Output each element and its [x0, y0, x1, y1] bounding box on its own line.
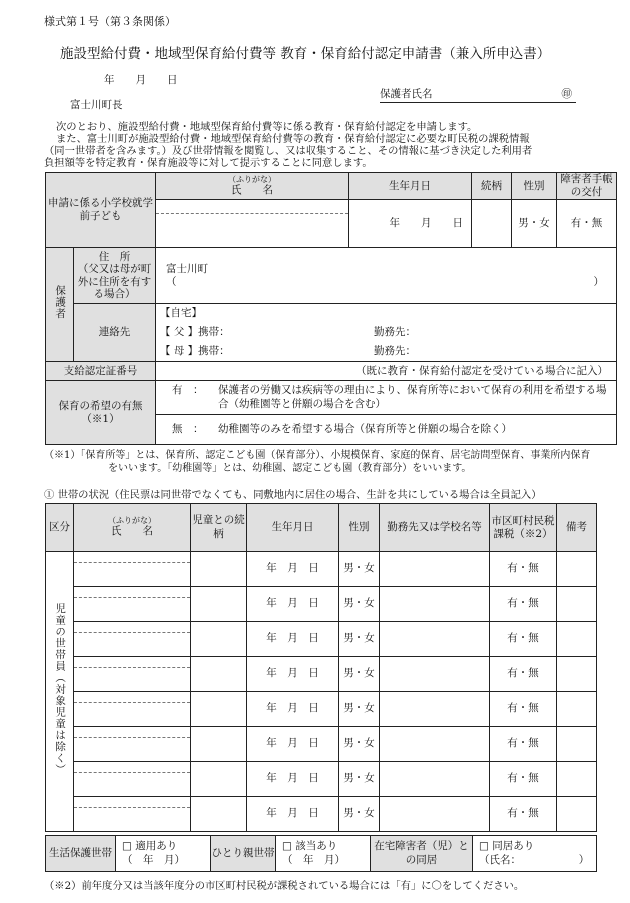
member-note-field[interactable]: [557, 797, 597, 832]
member-tax-field[interactable]: 有・無: [490, 692, 557, 727]
h-rel: 児童との続柄: [191, 504, 247, 552]
cert-label: 支給認定証番号: [46, 362, 156, 381]
member-note-field[interactable]: [557, 622, 597, 657]
wish-yes-option[interactable]: 有 ： 保護者の労働又は疾病等の理由により、保育所等において保育の利用を希望する場合（幼稚園等と併願の場合を含む）: [156, 381, 617, 415]
member-name-field[interactable]: [74, 552, 191, 587]
member-sex-field[interactable]: 男・女: [339, 692, 380, 727]
member-work-field[interactable]: [380, 622, 490, 657]
member-rel-field[interactable]: [191, 552, 247, 587]
member-sex-field[interactable]: 男・女: [339, 622, 380, 657]
member-name-field[interactable]: [74, 587, 191, 622]
household-table: [45, 503, 597, 832]
h-work: 勤務先又は学校名等: [380, 504, 490, 552]
contact-label: 連絡先: [74, 304, 156, 362]
disab-header: 障害者手帳の交付: [557, 173, 617, 200]
household-status-table: [45, 835, 597, 872]
member-tax-field[interactable]: 有・無: [490, 727, 557, 762]
member-note-field[interactable]: [557, 727, 597, 762]
member-work-field[interactable]: [380, 692, 490, 727]
member-tax-field[interactable]: 有・無: [490, 657, 557, 692]
member-dob-field[interactable]: 年 月 日: [247, 727, 339, 762]
member-sex-field[interactable]: 男・女: [339, 762, 380, 797]
member-dob-field[interactable]: 年 月 日: [247, 587, 339, 622]
welfare-checkbox[interactable]: □ 適用あり （ 年 月）: [116, 836, 211, 872]
h-dob: 生年月日: [247, 504, 339, 552]
member-tax-field[interactable]: 有・無: [490, 587, 557, 622]
member-sex-field[interactable]: 男・女: [339, 552, 380, 587]
household-row: [46, 762, 597, 797]
household-row: [46, 692, 597, 727]
addressee: 富士川町長: [70, 99, 123, 111]
member-work-field[interactable]: [380, 657, 490, 692]
member-work-field[interactable]: [380, 797, 490, 832]
household-row: [46, 727, 597, 762]
address-field[interactable]: 富士川町 （ ）: [156, 248, 617, 304]
member-name-field[interactable]: [74, 622, 191, 657]
household-row: [46, 797, 597, 832]
member-dob-field[interactable]: 年 月 日: [247, 622, 339, 657]
member-rel-field[interactable]: [191, 692, 247, 727]
member-dob-field[interactable]: 年 月 日: [247, 797, 339, 832]
single-parent-checkbox[interactable]: □ 該当あり （ 年 月）: [276, 836, 371, 872]
dob-header: 生年月日: [349, 173, 472, 200]
disabled-cohab-label: 在宅障害者（児）との同居: [371, 836, 473, 872]
guardian-sign-label: 保護者氏名: [380, 88, 433, 100]
household-row: [46, 552, 597, 587]
member-sex-field[interactable]: 男・女: [339, 727, 380, 762]
wish-label: 保育の希望の有無（※1）: [46, 381, 156, 445]
member-rel-field[interactable]: [191, 727, 247, 762]
member-tax-field[interactable]: 有・無: [490, 622, 557, 657]
address-label: 住 所 （父又は母が町外に住所を有する場合）: [74, 248, 156, 304]
application-table: 申請に係る小学校就学前子ども （ふりがな） 氏 名 生年月日 続柄 性別 障害者手帳の交付 年 月 日 男・女 有・無 保護者 住 所 （父又は母が町外に住所を有する場合） 富士川町 （ ） 連絡先 【自宅】 【 父 】携帯： 勤務先： 【 母 】携帯： 勤務先： 支給認定証番号 （既に教育・保育給付認定を受けている場合に記入） 保育の希望の有無（※1） 有 ： 保護者の労働又は疾病等の理由により、保育所等において保育の利用を希望する場合（幼稚園等と併願の場合を含む） 無 ： 幼稚園等のみを希望する場合（保育所等と併願の場合を除く）: [45, 172, 617, 445]
member-dob-field[interactable]: 年 月 日: [247, 692, 339, 727]
member-work-field[interactable]: [380, 762, 490, 797]
h-sex: 性別: [339, 504, 380, 552]
member-tax-field[interactable]: 有・無: [490, 762, 557, 797]
h-kubun: 区分: [46, 504, 74, 552]
member-name-field[interactable]: [74, 762, 191, 797]
rel-header: 続柄: [472, 173, 512, 200]
child-name-field[interactable]: [156, 200, 349, 248]
guardian-label: 保護者: [46, 248, 74, 362]
child-rel-field[interactable]: [472, 200, 512, 248]
disabled-cohab-checkbox[interactable]: □ 同居あり （氏名： ）: [473, 836, 597, 872]
member-work-field[interactable]: [380, 552, 490, 587]
member-rel-field[interactable]: [191, 622, 247, 657]
child-disab-field[interactable]: 有・無: [557, 200, 617, 248]
single-parent-label: ひとり親世帯: [211, 836, 276, 872]
member-work-field[interactable]: [380, 587, 490, 622]
note-1: （※1）「保育所等」とは、保育所、認定こども園（保育部分）、小規模保育、家庭的保育、居宅訪問型保育、事業所内保育をいいます。「幼稚園等」とは、幼稚園、認定こども園（教育部分）をいいます。: [44, 450, 591, 474]
member-note-field[interactable]: [557, 762, 597, 797]
page-title: 施設型給付費・地域型保育給付費等 教育・保育給付認定申請書（兼入所申込書）: [60, 46, 551, 62]
guardian-sign-line[interactable]: [380, 86, 576, 103]
member-note-field[interactable]: [557, 552, 597, 587]
child-sex-field[interactable]: 男・女: [512, 200, 557, 248]
member-tax-field[interactable]: 有・無: [490, 797, 557, 832]
member-dob-field[interactable]: 年 月 日: [247, 552, 339, 587]
member-note-field[interactable]: [557, 692, 597, 727]
member-name-field[interactable]: [74, 797, 191, 832]
household-side-label: 児童の世帯員（対象児童は除く）: [46, 552, 74, 832]
member-sex-field[interactable]: 男・女: [339, 587, 380, 622]
cert-field[interactable]: （既に教育・保育給付認定を受けている場合に記入）: [156, 362, 617, 381]
member-note-field[interactable]: [557, 657, 597, 692]
section-household-title: ① 世帯の状況（住民票は同世帯でなくても、同敷地内に居住の場合、生計を共にしている場合は全員記入）: [44, 489, 542, 501]
household-row: [46, 622, 597, 657]
member-name-field[interactable]: [74, 727, 191, 762]
household-row: [46, 587, 597, 622]
h-tax: 市区町村民税課税（※2）: [490, 504, 557, 552]
wish-no-option[interactable]: 無 ： 幼稚園等のみを希望する場合（保育所等と併願の場合を除く）: [156, 415, 617, 445]
h-name: （ふりがな） 氏 名: [74, 504, 191, 552]
member-dob-field[interactable]: 年 月 日: [247, 762, 339, 797]
seal-mark: ㊞: [561, 88, 572, 100]
intro-text: 次のとおり、施設型給付費・地域型保育給付費等に係る教育・保育給付認定を申請します。 また、富士川町が施設型給付費・地域型保育給付費等の教育・保育給付認定に必要な町民税の課税情報 （同一世帯者を含みます。）及び世帯情報を閲覧し、又は収集すること、その情報に基づき決定した利用者 負担額等を特定教育・保育施設等に対して提示することに同意します。: [44, 121, 533, 169]
welfare-label: 生活保護世帯: [46, 836, 116, 872]
child-dob-field[interactable]: 年 月 日: [349, 200, 472, 248]
sex-header: 性別: [512, 173, 557, 200]
member-rel-field[interactable]: [191, 587, 247, 622]
member-tax-field[interactable]: 有・無: [490, 552, 557, 587]
household-row: [46, 657, 597, 692]
child-label: 申請に係る小学校就学前子ども: [46, 173, 156, 248]
form-number: 様式第１号（第３条関係）: [44, 15, 176, 28]
member-name-field[interactable]: [74, 692, 191, 727]
contact-field[interactable]: 【自宅】 【 父 】携帯： 勤務先： 【 母 】携帯： 勤務先：: [156, 304, 617, 362]
member-rel-field[interactable]: [191, 797, 247, 832]
member-sex-field[interactable]: 男・女: [339, 797, 380, 832]
note-2: （※2）前年度分又は当該年度分の市区町村民税が課税されている場合には「有」に〇をしてください。: [44, 880, 525, 892]
member-name-field[interactable]: [74, 657, 191, 692]
member-sex-field[interactable]: 男・女: [339, 657, 380, 692]
member-note-field[interactable]: [557, 587, 597, 622]
h-note: 備考: [557, 504, 597, 552]
member-rel-field[interactable]: [191, 657, 247, 692]
member-dob-field[interactable]: 年 月 日: [247, 657, 339, 692]
date-line: 年 月 日: [104, 74, 178, 86]
member-work-field[interactable]: [380, 727, 490, 762]
member-rel-field[interactable]: [191, 762, 247, 797]
